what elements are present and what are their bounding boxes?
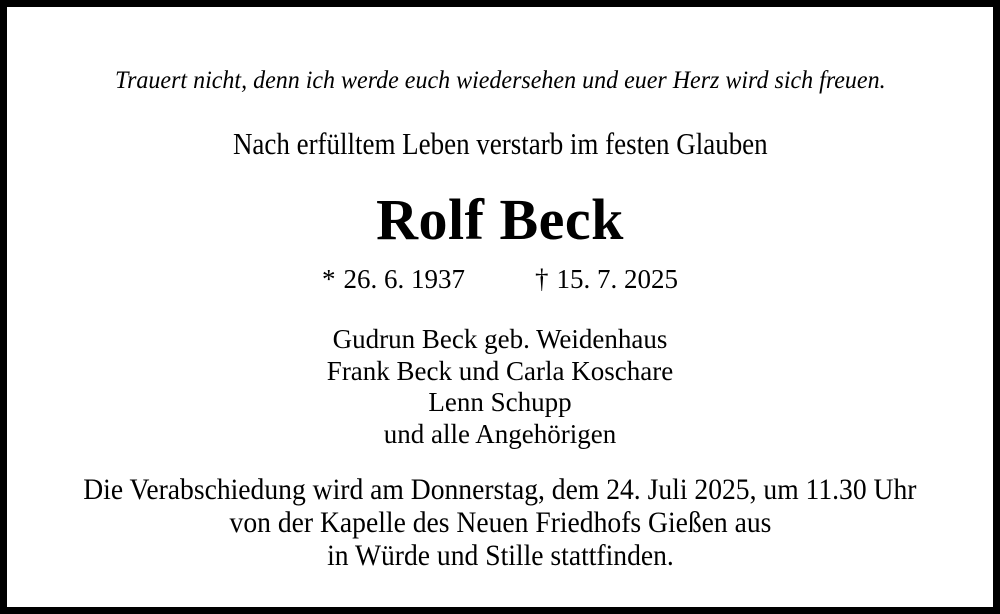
farewell-line [7,539,993,572]
deceased-name: Rolf Beck [376,187,624,252]
mourner-line: Lenn Schupp [428,387,572,417]
farewell-line [7,473,993,506]
farewell-line-text: von der Kapelle des Neuen Friedhofs Gießen aus [229,506,771,539]
farewell-line [7,506,993,539]
mourner-line: Gudrun Beck geb. Weidenhaus [332,324,668,354]
farewell-line-text: in Würde und Stille stattfinden. [326,539,674,572]
death-cross-symbol: † [535,264,549,294]
death-date: 15. 7. 2025 [556,264,678,294]
mourner-line: und alle Angehörigen [383,418,617,449]
farewell-block [7,473,993,572]
intro-text: Nach erfülltem Leben verstarb im festen Glauben [232,126,768,161]
born-symbol: * [322,264,336,294]
intro-line [7,128,993,159]
farewell-line-text: Die Verabschiedung wird am Donnerstag, dem 24. Juli 2025, um 11.30 Uhr [83,473,917,506]
death-date-group [535,266,678,293]
birth-date-group [322,266,465,293]
mourners-block [7,324,993,450]
birth-date: 26. 6. 1937 [343,264,465,294]
epigraph-line [7,68,993,93]
epigraph-text: Trauert nicht, denn ich werde euch wiedersehen und euer Herz wird sich freuen. [114,67,886,94]
life-dates [7,266,993,293]
mourner-line: Frank Beck und Carla Koschare [326,355,674,386]
